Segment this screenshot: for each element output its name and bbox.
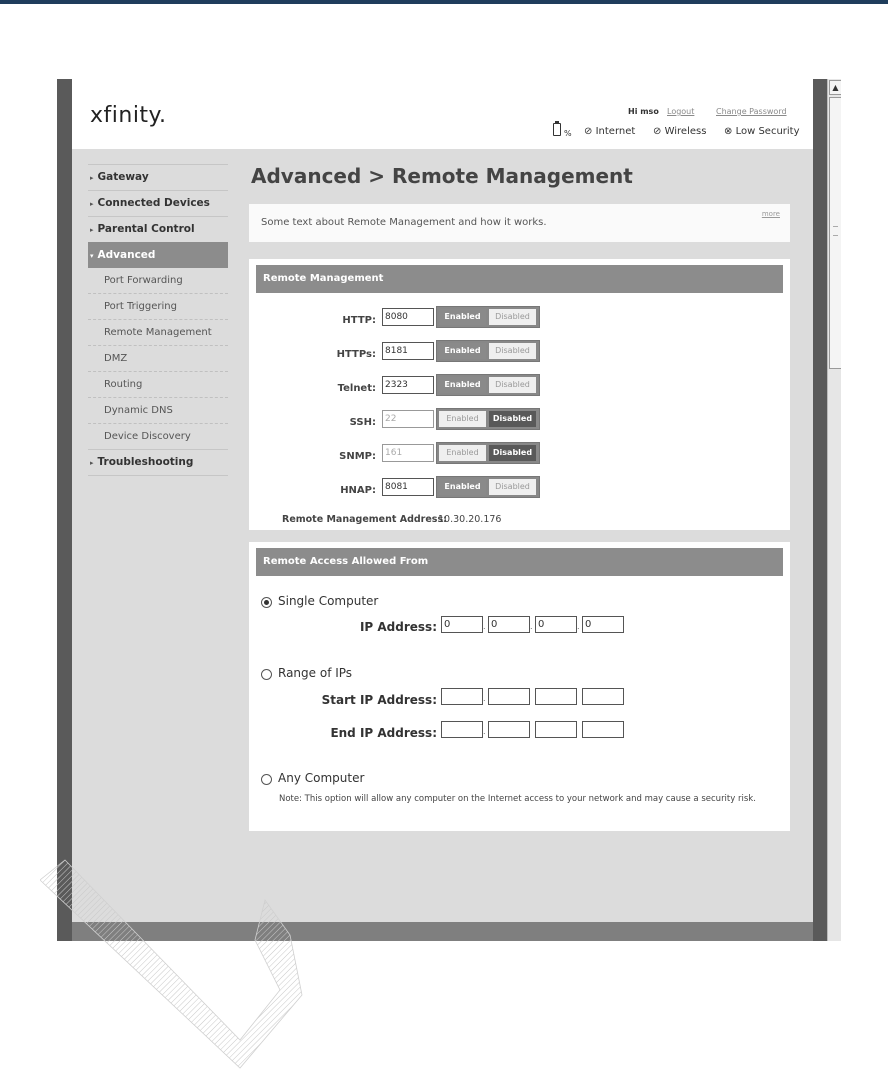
any-computer-note: Note: This option will allow any computer on the Internet access to your network and may cause a security risk. [279,794,756,804]
sidebar-item-gateway[interactable] [88,164,228,190]
top-rule [0,0,888,4]
octet-separator: . [530,622,533,631]
http-row [249,308,790,330]
remote-management-address-value: 10.30.20.176 [438,514,502,525]
telnet-enabled-button[interactable]: Enabled [439,377,486,393]
ssh-label: SSH: [349,417,376,428]
ssh-disabled-button[interactable]: Disabled [489,411,536,427]
watermark-graphic [40,800,340,1070]
ip-octet-4-input[interactable]: 0 [582,616,624,633]
description-text: Some text about Remote Management and how it works. [261,217,547,228]
sidebar-item-advanced[interactable] [88,242,228,268]
ip-octet-3-input[interactable]: 0 [535,616,577,633]
octet-separator: . [483,622,486,631]
https-port-input[interactable]: 8181 [382,342,434,360]
scroll-up-arrow-icon[interactable]: ▲ [829,80,841,95]
end-ip-octet-1-input[interactable] [441,721,483,738]
end-ip-octet-3-input[interactable] [535,721,577,738]
check-circle-icon: ⊘ [584,126,593,137]
grip-icon [833,226,838,236]
sidebar-item-label: Gateway [97,171,149,183]
snmp-enabled-button[interactable]: Enabled [439,445,486,461]
ssh-toggle [436,408,540,430]
https-row [249,342,790,364]
ssh-row [249,410,790,432]
sidebar-subitem-port-forwarding[interactable]: Port Forwarding [104,275,183,286]
ip-octet-1-input[interactable]: 0 [441,616,483,633]
status-wireless-label: Wireless [664,126,707,137]
ssh-enabled-button[interactable]: Enabled [439,411,486,427]
https-enabled-button[interactable]: Enabled [439,343,486,359]
octet-separator: . [577,622,580,631]
hnap-toggle [436,476,540,498]
any-computer-label: Any Computer [278,771,365,785]
http-label: HTTP: [342,315,376,326]
page-header [72,79,813,149]
sidebar-nav [88,164,228,476]
telnet-row [249,376,790,398]
sidebar-subitem-remote-management[interactable]: Remote Management [88,319,228,345]
more-link[interactable]: more [761,210,780,218]
snmp-disabled-button[interactable]: Disabled [489,445,536,461]
start-ip-octet-4-input[interactable] [582,688,624,705]
start-ip-label: Start IP Address: [321,693,437,707]
end-ip-label: End IP Address: [330,726,437,740]
sidebar-subitem-dynamic-dns[interactable]: Dynamic DNS [88,397,228,423]
sidebar-item-label: Troubleshooting [97,456,194,468]
change-password-link[interactable]: Change Password [716,107,787,116]
sidebar-subitem-dmz[interactable]: DMZ [88,345,228,371]
telnet-toggle [436,374,540,396]
snmp-label: SNMP: [339,451,376,462]
arrow-right-icon: ▸ [90,459,94,467]
range-of-ips-label: Range of IPs [278,666,353,680]
logout-link[interactable]: Logout [667,107,695,116]
ssh-port-input[interactable]: 22 [382,410,434,428]
ip-address-label: IP Address: [359,620,437,634]
http-port-input[interactable]: 8080 [382,308,434,326]
ip-octet-2-input[interactable]: 0 [488,616,530,633]
hnap-port-input[interactable]: 8081 [382,478,434,496]
range-of-ips-radio[interactable] [261,669,272,680]
greeting: Hi mso [628,107,659,116]
sidebar-item-label: Connected Devices [97,197,210,209]
start-ip-octet-2-input[interactable] [488,688,530,705]
http-toggle [436,306,540,328]
vertical-scrollbar[interactable] [827,79,841,941]
https-label: HTTPs: [336,349,376,360]
telnet-label: Telnet: [337,383,376,394]
arrow-right-icon: ▸ [90,200,94,208]
arrow-right-icon: ▸ [90,174,94,182]
snmp-toggle [436,442,540,464]
status-wireless [653,126,706,137]
xfinity-logo: xfinity. [90,103,167,128]
remote-management-header: Remote Management [256,265,783,293]
snmp-port-input[interactable]: 161 [382,444,434,462]
sidebar-subitem-port-triggering[interactable]: Port Triggering [88,293,228,319]
status-security-label: Low Security [735,126,800,137]
warning-circle-icon: ⊗ [724,126,733,137]
start-ip-octet-1-input[interactable] [441,688,483,705]
sidebar-subitem-routing[interactable]: Routing [88,371,228,397]
snmp-row [249,444,790,466]
remote-access-panel [249,542,790,831]
hnap-label: HNAP: [340,485,376,496]
status-internet-label: Internet [595,126,636,137]
hnap-row [249,478,790,500]
check-circle-icon: ⊘ [653,126,662,137]
sidebar-item-troubleshooting[interactable] [88,449,228,475]
status-internet [584,126,635,137]
window-frame-right [813,79,827,941]
octet-separator: . [483,727,486,736]
hnap-disabled-button[interactable]: Disabled [489,479,536,495]
remote-access-header: Remote Access Allowed From [256,548,783,576]
end-ip-octet-2-input[interactable] [488,721,530,738]
telnet-port-input[interactable]: 2323 [382,376,434,394]
description-box [249,204,790,242]
remote-management-panel [249,259,790,530]
battery-icon [553,123,561,136]
arrow-right-icon: ▸ [90,226,94,234]
https-toggle [436,340,540,362]
scroll-thumb[interactable] [829,97,841,369]
http-disabled-button[interactable]: Disabled [489,309,536,325]
start-ip-octet-3-input[interactable] [535,688,577,705]
arrow-down-icon: ▾ [90,252,94,260]
sidebar-subitem-device-discovery[interactable]: Device Discovery [88,423,228,449]
remote-management-address-label: Remote Management Address: [282,514,447,525]
http-enabled-button[interactable]: Enabled [439,309,486,325]
battery-percent: % [564,129,572,138]
octet-separator: . [483,694,486,703]
single-computer-radio[interactable] [261,597,272,608]
any-computer-radio[interactable] [261,774,272,785]
hnap-enabled-button[interactable]: Enabled [439,479,486,495]
sidebar-item-connected-devices[interactable] [88,190,228,216]
https-disabled-button[interactable]: Disabled [489,343,536,359]
telnet-disabled-button[interactable]: Disabled [489,377,536,393]
sidebar-item-label: Parental Control [97,223,195,235]
single-computer-label: Single Computer [278,594,379,608]
sidebar-item-parental-control[interactable] [88,216,228,242]
end-ip-octet-4-input[interactable] [582,721,624,738]
sidebar-item-label: Advanced [97,249,156,261]
page-title: Advanced > Remote Management [251,164,633,188]
status-security [724,126,800,137]
